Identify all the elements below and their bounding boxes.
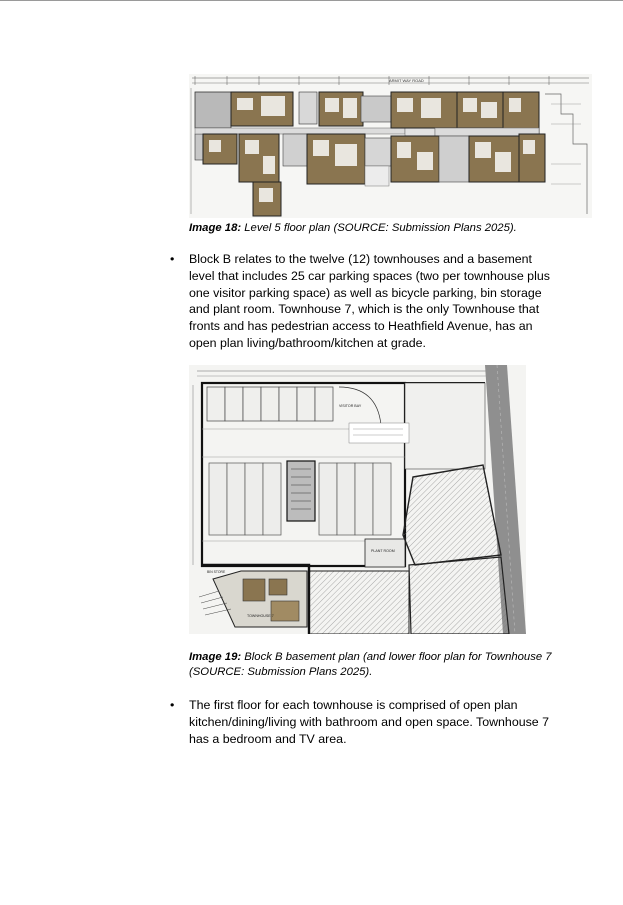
image-18-caption-text: Level 5 floor plan (SOURCE: Submission Plans 2025). [241,222,517,234]
bullet-2-line-1: The first floor for each townhouse is comprised of open plan [189,698,518,712]
image-19-caption [189,650,589,680]
image-19-caption-label: Image 19: [189,651,242,663]
level5-plan-drawing [189,74,592,218]
image-19-caption-line-2: (SOURCE: Submission Plans 2025). [189,666,373,678]
basement-plan-drawing [189,365,526,634]
bullet-1-line-5: fronts and has pedestrian access to Heathfield Avenue, has an [189,319,533,334]
image-18-caption-label: Image 18: [189,222,242,234]
bullet-1-line-2: level that includes 25 car parking spaces (two per townhouse plus [189,268,550,283]
page-top-rule [0,0,623,1]
townhouse-7-label: TOWNHOUSE 7 [247,614,274,618]
bullet-1-line-4: and plant room. Townhouse 7, which is the only Townhouse that [189,302,540,317]
bullet-1-line-1: Block B relates to the twelve (12) townhouses and a basement [189,252,532,266]
image-19-caption-line-1: Block B basement plan (and lower floor plan for Townhouse 7 [241,651,552,663]
bullet-2-line-2: kitchen/dining/living with bathroom and open space. Townhouse 7 [189,714,550,729]
bin-store-label: BIN STORE [207,570,226,574]
bullet-1-line-6: open plan living/bathroom/kitchen at grade. [189,335,426,350]
bullet-2-line-3: has a bedroom and TV area. [189,731,347,746]
plant-room-label: PLANT ROOM [371,549,395,553]
basement-plan-image [189,365,526,634]
visitor-bay-label: VISITOR BAY [339,404,362,408]
road-label: ARMIT WAY ROAD [389,78,424,83]
bullet-marker: • [170,698,175,712]
level5-floor-plan-image [189,74,592,218]
bullet-1-line-3: one visitor parking space) as well as bicycle parking, bin storage [189,285,542,300]
bullet-marker: • [170,252,175,266]
image-18-caption [189,221,517,236]
